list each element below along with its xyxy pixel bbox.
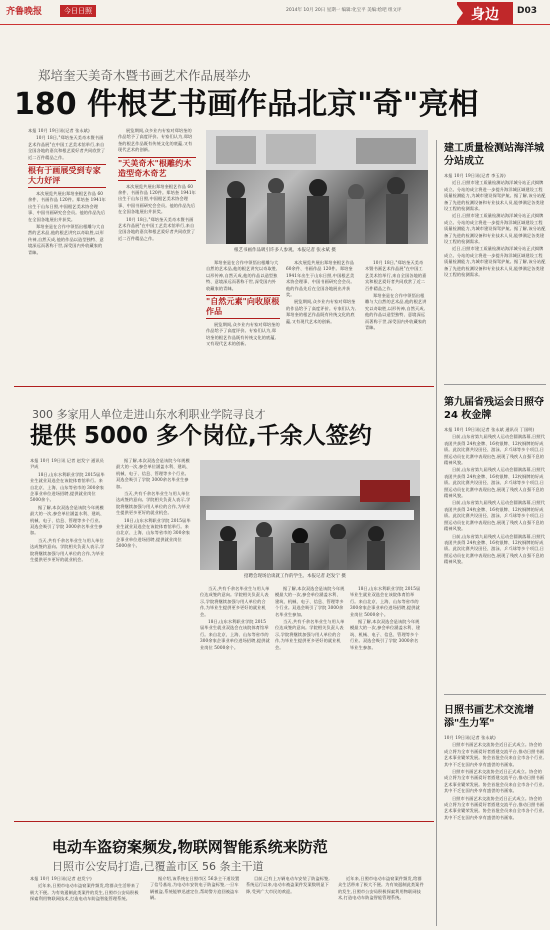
story2-headline: 提供 5000 多个岗位,千余人签约 (30, 423, 372, 449)
paragraph: 日照市书画艺术交流协会近日正式成立。协会的成立将为全市书画爱好者搭建交流平台,推动日照书画艺术事业繁荣发展。协会首批会员来自全市各个行业,其中不乏在国内外享有盛誉的书画家。 (444, 795, 545, 820)
paragraph: 当天,共有千余名毕业生与用人单位达成签约意向。学院相关负责人表示,学院将继续加强与用人单位的合作,为毕业生提供更多更好的就业机会。 (116, 491, 191, 516)
story3-col2 (150, 876, 240, 928)
job-fair-image (200, 460, 420, 570)
edition-tag: 今日日照 (60, 5, 96, 17)
paragraph: 本次展览共展出郑培奎根艺作品 60余件、书画作品 120件。郑培奎 1941年出生于山东日照,中国根艺美术协会理事、中国书画研究会会员。他的作品先后在全国各地展出并获奖。 (118, 183, 196, 215)
paragraph: 展览期间,众多业内专家对郑培奎的作品给予了高度评价。专家们认为,郑培奎的根艺作品既有传统文化的底蕴,又有现代艺术的创新。 (286, 299, 357, 324)
paragraph: 本次展览共展出郑培奎根艺作品 60余件、书画作品 120件。郑培奎 1941年出生于山东日照,中国根艺美术协会理事、中国书画研究会会员。他的作品先后在全国各地展出并获奖。 (28, 191, 106, 222)
paragraph: 据了解,本次双选会是该院今年规模最大的一次,参会单位涵盖水利、建筑、机械、电子、信息、管理等多个行业。双选会吸引了学院 3000余名毕业生参加。 (350, 619, 421, 650)
exhibition-crowd-image (206, 130, 428, 244)
page-number: D03 (517, 6, 537, 16)
paragraph: 郑培奎是在合作中领悟出根雕与大自然的艺术品,他的根艺讲究以奇取胜,以形传神,自然天成,他的作品以造型独特、意境深远而著称于世,深受国内外收藏家的青睐。 (28, 224, 105, 255)
paragraph: 近日,日照市建工质量检测站海洋城分站正式揭牌成立。分站的成立将进一步提升海洋城区域建设工程质量检测能力,为城市建设保驾护航。据了解,该分站配备了先进的检测设备和专业技术人员,能够满足各类建设工程的检测需求。 (444, 213, 546, 245)
byline: 10月 19日讯(记者 张永斌) (444, 735, 496, 740)
paragraph: 日前,山东省第九届残疾人运动会圆满落幕,日照代表团共获得 24枚金牌、16枚银牌、12枚铜牌的好成绩。此次比赛共设田径、游泳、乒乓球等多个项目,日照运动员在比赛中表现出色,展现了残疾人自强不息的精神风貌。 (444, 500, 545, 532)
story2-col4 (275, 586, 345, 814)
paragraph: 10月 18日,"郑培奎天美奇木暨书画艺术作品展"在中国工艺美术馆举行,来自全国各地的嘉宾和根艺爱好者共同欣赏了近二百件精品之作。 (28, 135, 106, 160)
issue-meta: 2014年 10月 20日 星期一 编辑:化宝平 美编:绘吧 组文评 (286, 8, 402, 13)
sidebar-title: 第九届省残运会日照夺 24 枚金牌 (444, 397, 544, 421)
paragraph: 日前,山东省第九届残疾人运动会圆满落幕,日照代表团共获得 24枚金牌、16枚银牌、12枚铜牌的好成绩。此次比赛共设田径、游泳、乒乓球等多个项目,日照运动员在比赛中表现出色,展现了残疾人自强不息的精神风貌。 (444, 434, 545, 466)
paragraph: 郑培奎是在合作中领悟出根雕与大自然的艺术品,他的根艺讲究以奇取胜,以形传神,自然天成,他的作品以造型独特、意境深远而著称于世,深受国内外收藏家的青睐。 (365, 293, 427, 331)
sidebar-item-2 (444, 396, 546, 699)
story2-col3 (200, 586, 270, 814)
newspaper-logo: 齐鲁晚报 (6, 7, 43, 17)
paragraph: 10月 18日,"郑培奎天美奇木暨书画艺术作品展"在中国工艺美术馆举行,来自全国各地的嘉宾和根艺爱好者共同欣赏了近二百件精品之作。 (118, 216, 196, 241)
story2-byline: 本报 10月 19日讯 记者 赵发宁 通讯员 尹成 (30, 458, 104, 470)
paragraph: 日照市书画艺术交流协会近日正式成立。协会的成立将为全市书画爱好者搭建交流平台,推动日照书画艺术事业繁荣发展。协会首批会员来自全市各个行业,其中不乏在国内外享有盛誉的书画家。 (444, 769, 545, 794)
paragraph: 近年来,日照市电动车盗窃案件频发,给群众生活带来了极大不便。为有效遏制此类案件的发生,日照市公安局积极探索利用物联网技术,打造电动车防盗智能管理系统。 (30, 883, 140, 902)
paragraph: 据了解,本次双选会是该院今年规模最大的一次,参会单位涵盖水利、建筑、机械、电子、信息、管理等多个行业。双选会吸引了学院 3000余名毕业生参加。 (30, 504, 105, 536)
paragraph: 据了解,本次双选会是该院今年规模最大的一次,参会单位涵盖水利、建筑、机械、电子、信息、管理等多个行业。双选会吸引了学院 3000余名毕业生参加。 (116, 458, 191, 489)
sidebar-body (444, 173, 546, 403)
story1-kicker: 郑培奎天美奇木暨书画艺术作品展举办 (38, 68, 251, 83)
paragraph: 18日,山东水利职业学院 2015届毕业生就业双选会在该院体育馆举行。来自北京、上海、山东等省市的 300余家企事业单位进场招聘,提供就业岗位 5000余个。 (116, 517, 191, 549)
story1-col1 (28, 128, 106, 376)
story1-subhead-1: 根有于画展受到专家大力好评 (28, 164, 106, 188)
story1-subhead-2: "天美奇木"根雕约木造型奇木奇艺 (118, 157, 196, 181)
story3-byline: 本报 10月 19日讯(记者 赵发宁) (30, 876, 92, 881)
story1-col4 (286, 260, 358, 378)
story2-photo (200, 460, 420, 570)
story2-col2 (116, 458, 192, 814)
paragraph: 展览期间,众多业内专家对郑培奎的作品给予了高度评价。专家们认为,郑培奎的根艺作品既有传统文化的底蕴,又有现代艺术的创新。 (206, 322, 280, 347)
paragraph: 18日,山东水利职业学院 2015届毕业生就业双选会在该院体育馆举行。来自北京、上海、山东等省市的 300余家企事业单位进场招聘,提供就业岗位 5000余个。 (200, 619, 270, 650)
section-badge-notch (455, 2, 463, 24)
paragraph: 10月 18日,"郑培奎天美奇木暨书画艺术作品展"在中国工艺美术馆举行,来自全国各地的嘉宾和根艺爱好者共同欣赏了近二百件精品之作。 (365, 260, 427, 291)
story1-byline: 本报 10月 19日讯(记者 张永斌) (28, 128, 90, 133)
sidebar-title: 日照书画艺术交流增添"生力军" (444, 705, 534, 729)
paragraph: 据介绍,该系统在日照市区 56条主干道设置了信号基站,为电动车安装电子防盗标签,一旦车辆被盗,系统能够迅速定位,帮助警方追回被盗车辆。 (150, 876, 240, 901)
divider (444, 694, 546, 695)
byline: 本报 10月 19日讯(记者 李玉涛) (444, 173, 506, 178)
story1-col5 (365, 260, 427, 378)
story1-col2 (118, 128, 196, 376)
paragraph: 日照市书画艺术交流协会近日正式成立。协会的成立将为全市书画爱好者搭建交流平台,推动日照书画艺术事业繁荣发展。协会首批会员来自全市各个行业,其中不乏在国内外享有盛誉的书画家。 (444, 742, 545, 767)
story1-headline: 180 件根艺书画作品北京"奇"亮相 (14, 87, 479, 122)
sidebar-body (444, 735, 546, 921)
story1-subhead-3: "自然元素"向收原根作品 (206, 295, 280, 319)
story2-kicker: 300 多家用人单位走进山东水利职业学院寻良才 (32, 408, 266, 421)
story2-caption: 招聘会现场洽谈就工作的学生。本报记者 赵发宁 摄 (244, 574, 346, 579)
story3-col3 (246, 876, 332, 928)
story3-headline: 电动车盗窃案频发,物联网智能系统来防范 (52, 838, 328, 856)
paragraph: 目前,已有上万辆电动车安装了防盗标签,系统运行以来,电动车被盗案件发案数明显下降,受到广大市民的欢迎。 (246, 876, 330, 894)
paragraph: 据了解,本次双选会是该院今年规模最大的一次,参会单位涵盖水利、建筑、机械、电子、信息、管理等多个行业。双选会吸引了学院 3000余名毕业生参加。 (275, 586, 345, 617)
divider (444, 384, 546, 385)
paragraph: 本次展览共展出郑培奎根艺作品 60余件、书画作品 120件。郑培奎 1941年出生于山东日照,中国根艺美术协会理事、中国书画研究会会员。他的作品先后在全国各地展出并获奖。 (286, 260, 355, 298)
story2-col5 (350, 586, 422, 814)
paragraph: 18日,山东水利职业学院 2015届毕业生就业双选会在该院体育馆举行。来自北京、上海、山东等省市的 300余家企事业单位进场招聘,提供就业岗位 5000余个。 (350, 586, 421, 617)
paragraph: 郑培奎是在合作中领悟出根雕与大自然的艺术品,他的根艺讲究以奇取胜,以形传神,自然天成,他的作品以造型独特、意境深远而著称于世,深受国内外收藏家的青睐。 (206, 260, 279, 291)
paragraph: 日前,山东省第九届残疾人运动会圆满落幕,日照代表团共获得 24枚金牌、16枚银牌、12枚铜牌的好成绩。此次比赛共设田径、游泳、乒乓球等多个项目,日照运动员在比赛中表现出色,展现了残疾人自强不息的精神风貌。 (444, 533, 545, 565)
story3-col1 (30, 876, 142, 928)
paragraph: 近年来,日照市电动车盗窃案件频发,给群众生活带来了极大不便。为有效遏制此类案件的发生,日照市公安局积极探索利用物联网技术,打造电动车防盗智能管理系统。 (338, 876, 424, 901)
byline: 本报 10月 19日讯(记者 张永斌 通讯员 丁国明) (444, 427, 535, 432)
paragraph: 18日,山东水利职业学院 2015届毕业生就业双选会在该院体育馆举行。来自北京、上海、山东等省市的 300余家企事业单位进场招聘,提供就业岗位 5000余个。 (30, 471, 105, 503)
story1-caption: 根艺书画作品吸引许多人参观。本报记者 张永斌 摄 (234, 248, 336, 253)
paragraph: 近日,日照市建工质量检测站海洋城分站正式揭牌成立。分站的成立将进一步提升海洋城区域建设工程质量检测能力,为城市建设保驾护航。据了解,该分站配备了先进的检测设备和专业技术人员,能够满足各类建设工程的检测需求。 (444, 180, 546, 212)
divider (14, 821, 434, 822)
story2-col1 (30, 458, 106, 814)
paragraph: 近日,日照市建工质量检测站海洋城分站正式揭牌成立。分站的成立将进一步提升海洋城区域建设工程质量检测能力,为城市建设保驾护航。据了解,该分站配备了先进的检测设备和专业技术人员,能够满足各类建设工程的检测需求。 (444, 246, 546, 278)
divider (14, 386, 434, 387)
paragraph: 当天,共有千余名毕业生与用人单位达成签约意向。学院相关负责人表示,学院将继续加强与用人单位的合作,为毕业生提供更多更好的就业机会。 (275, 619, 345, 650)
section-title: 身边 (471, 7, 499, 23)
paragraph: 当天,共有千余名毕业生与用人单位达成签约意向。学院相关负责人表示,学院将继续加强与用人单位的合作,为毕业生提供更多更好的就业机会。 (30, 537, 105, 563)
story3-kicker: 日照市公安局打造,已覆盖市区 56 条主干道 (52, 860, 264, 873)
sidebar-title: 建工质量检测站海洋城分站成立 (444, 143, 544, 167)
sidebar-item-1 (444, 142, 546, 403)
paragraph: 展览期间,众多业内专家对郑培奎的作品给予了高度评价。专家们认为,郑培奎的根艺作品既有传统文化的底蕴,又有现代艺术的创新。 (118, 128, 193, 153)
sidebar-body (444, 427, 546, 699)
paragraph: 当天,共有千余名毕业生与用人单位达成签约意向。学院相关负责人表示,学院将继续加强与用人单位的合作,为毕业生提供更多更好的就业机会。 (200, 586, 270, 617)
masthead (0, 0, 550, 25)
story1-col3 (206, 260, 280, 378)
sidebar-item-3 (444, 704, 546, 921)
paragraph: 日前,山东省第九届残疾人运动会圆满落幕,日照代表团共获得 24枚金牌、16枚银牌、12枚铜牌的好成绩。此次比赛共设田径、游泳、乒乓球等多个项目,日照运动员在比赛中表现出色,展现了残疾人自强不息的精神风貌。 (444, 467, 545, 499)
story1-photo (206, 130, 428, 244)
sidebar-divider (436, 140, 437, 926)
story3-col4 (338, 876, 424, 928)
